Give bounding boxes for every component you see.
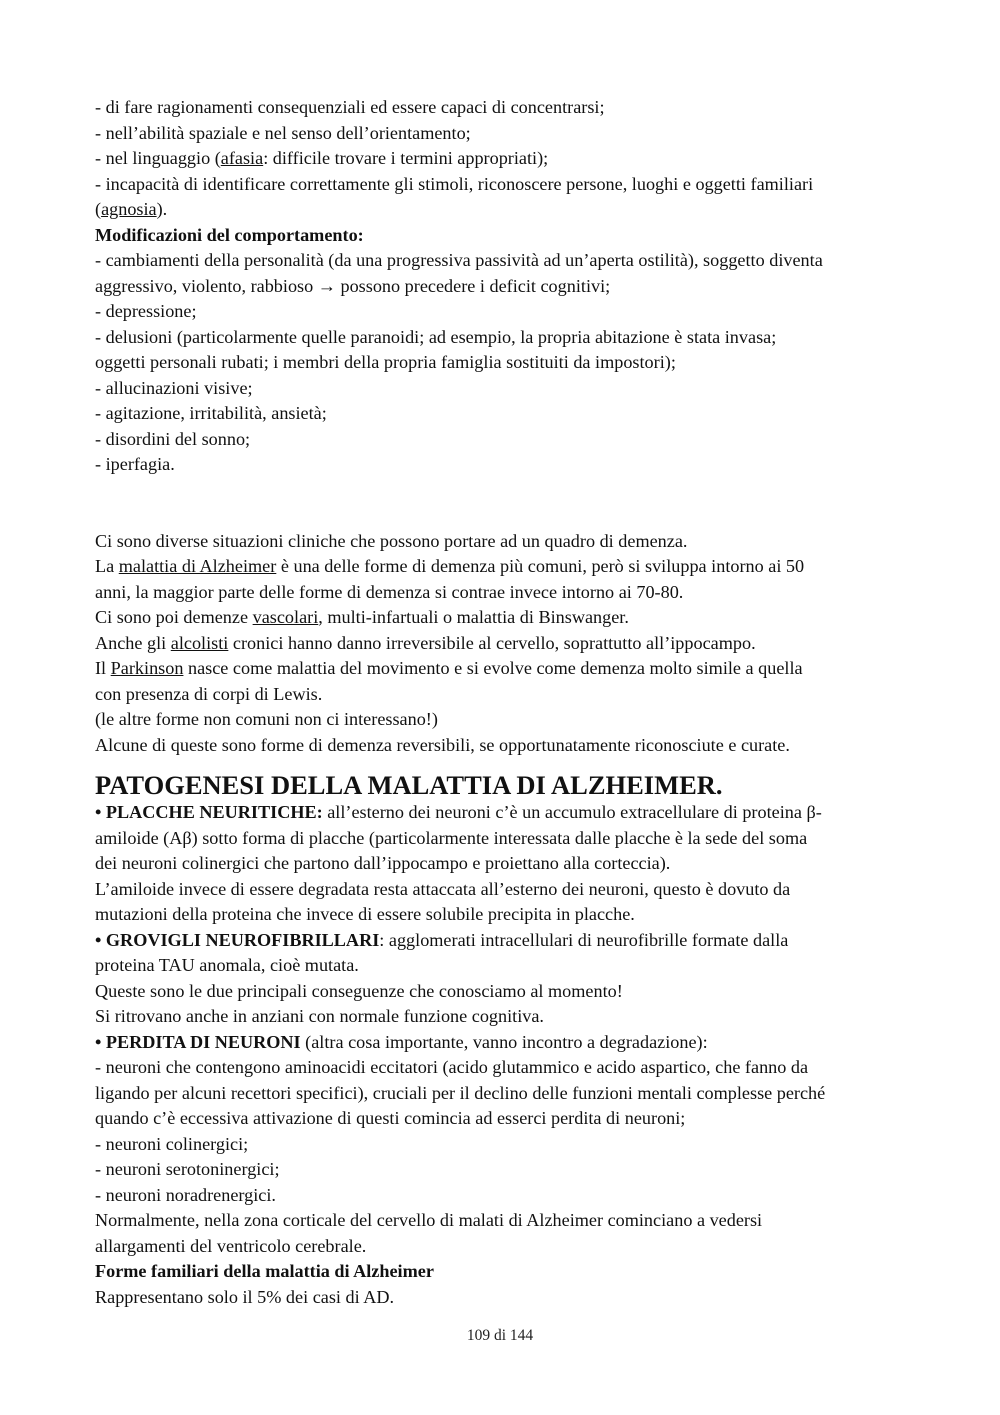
text-fragment: Il — [95, 658, 111, 678]
text-line: (le altre forme non comuni non ci interessano!) — [95, 709, 438, 729]
text-line: - disordini del sonno; — [95, 428, 251, 449]
text-line: dei neuroni colinergici che partono dall’ippocampo e proiettano alla corteccia). — [95, 853, 671, 873]
text-fragment: nasce come malattia del movimento e si evolve come demenza molto simile a quella — [183, 658, 803, 678]
text-line — [95, 1030, 910, 1056]
text-fragment: cronici hanno danno irreversibile al cervello, soprattutto all’ippocampo. — [228, 632, 756, 653]
text-line: - allucinazioni visive; — [95, 377, 253, 398]
text-line: oggetti personali rubati; i membri della propria famiglia sostituiti da impostori); — [95, 352, 676, 372]
text-line: - delusioni (particolarmente quelle paranoidi; ad esempio, la propria abitazione è stata invasa; — [95, 326, 777, 347]
text-line — [95, 146, 910, 172]
text-fragment: - nel linguaggio ( — [95, 148, 221, 168]
text-fragment: (altra cosa importante, vanno incontro a degradazione): — [300, 1031, 708, 1052]
text-line: Alcune di queste sono forme di demenza reversibili, se opportunatamente riconosciute e curate. — [95, 734, 790, 755]
text-line — [95, 554, 910, 580]
text-line: - neuroni che contengono aminoacidi eccitatori (acido glutammico e acido aspartico, che fanno da — [95, 1057, 809, 1077]
section-title: PATOGENESI DELLA MALATTIA DI ALZHEIMER. — [95, 770, 723, 800]
spacer — [95, 478, 910, 529]
text-fragment: è una delle forme di demenza più comuni, però si sviluppa intorno ai 50 — [276, 556, 805, 576]
text-line: - neuroni serotoninergici; — [95, 1159, 280, 1179]
bold-term-placche: • PLACCHE NEURITICHE: — [95, 802, 323, 822]
subheading-familial: Forme familiari della malattia di Alzheimer — [95, 1261, 434, 1281]
text-fragment: : difficile trovare i termini appropriati); — [263, 148, 549, 168]
text-line: amiloide (Aβ) sotto forma di placche (particolarmente interessata dalle placche è la sede del soma — [95, 827, 808, 848]
text-line: Normalmente, nella zona corticale del cervello di malati di Alzheimer cominciano a vedersi — [95, 1210, 763, 1230]
text-line: allargamenti del ventricolo cerebrale. — [95, 1235, 367, 1256]
text-line — [95, 631, 910, 657]
document-page — [95, 95, 910, 1310]
text-fragment: ( — [95, 199, 102, 219]
text-line: aggressivo, violento, rabbioso → possono precedere i deficit cognitivi; — [95, 275, 611, 296]
text-fragment: : agglomerati intracellulari di neurofibrille formate dalla — [379, 929, 789, 950]
text-line: Rappresentano solo il 5% dei casi di AD. — [95, 1286, 395, 1307]
text-line: mutazioni della proteina che invece di essere solubile precipita in placche. — [95, 904, 635, 924]
text-line: - iperfagia. — [95, 454, 175, 474]
text-fragment: , multi-infartuali o malattia di Binswanger. — [318, 607, 629, 627]
text-fragment: ). — [156, 199, 168, 219]
bold-term-perdita: • PERDITA DI NEURONI — [95, 1031, 301, 1052]
text-line: - agitazione, irritabilità, ansietà; — [95, 403, 327, 423]
subheading-behaviour: Modificazioni del comportamento: — [95, 224, 364, 245]
text-fragment: Ci sono poi demenze — [95, 607, 253, 627]
text-line: - cambiamenti della personalità (da una progressiva passività ad un’aperta ostilità), soggetto diventa — [95, 250, 823, 270]
text-line: - neuroni noradrenergici. — [95, 1184, 276, 1205]
text-line: - depressione; — [95, 301, 197, 321]
text-line: ligando per alcuni recettori specifici), cruciali per il declino delle funzioni mentali complesse perché — [95, 1082, 826, 1103]
text-line: Si ritrovano anche in anziani con normale funzione cognitiva. — [95, 1006, 544, 1026]
text-line — [95, 605, 910, 631]
text-line — [95, 197, 910, 223]
underlined-term-alcolisti: alcolisti — [170, 632, 229, 653]
text-line: - neuroni colinergici; — [95, 1133, 249, 1154]
bold-term-grovigli: • GROVIGLI NEUROFIBRILLARI — [95, 929, 380, 950]
text-line: con presenza di corpi di Lewis. — [95, 683, 323, 704]
underlined-term-alzheimer: malattia di Alzheimer — [118, 556, 277, 576]
text-line — [95, 656, 910, 682]
text-line: anni, la maggior parte delle forme di demenza si contrae invece intorno ai 70-80. — [95, 581, 684, 602]
underlined-term-vascolari: vascolari — [252, 607, 319, 627]
text-line: L’amiloide invece di essere degradata resta attaccata all’esterno dei neuroni, questo è dovuto da — [95, 878, 791, 899]
text-line — [95, 928, 910, 954]
text-line: proteina TAU anomala, cioè mutata. — [95, 955, 359, 975]
text-line: quando c’è eccessiva attivazione di questi comincia ad esserci perdita di neuroni; — [95, 1108, 686, 1128]
text-line: Queste sono le due principali conseguenze che conosciamo al momento! — [95, 980, 623, 1001]
text-line — [95, 800, 910, 826]
underlined-term-parkinson: Parkinson — [110, 658, 184, 678]
text-line: Ci sono diverse situazioni cliniche che possono portare ad un quadro di demenza. — [95, 530, 688, 551]
text-fragment: Anche gli — [95, 632, 171, 653]
text-line: - di fare ragionamenti consequenziali ed essere capaci di concentrarsi; — [95, 97, 605, 117]
text-line: - nell’abilità spaziale e nel senso dell’orientamento; — [95, 122, 471, 143]
text-fragment: all’esterno dei neuroni c’è un accumulo extracellulare di proteina β- — [322, 802, 822, 822]
text-line: - incapacità di identificare correttamente gli stimoli, riconoscere persone, luoghi e oggetti familiari — [95, 173, 814, 194]
page-number: 109 di 144 — [466, 1327, 534, 1344]
underlined-term-afasia: afasia — [220, 148, 264, 168]
underlined-term-agnosia: agnosia — [101, 199, 157, 219]
text-fragment: La — [95, 556, 119, 576]
